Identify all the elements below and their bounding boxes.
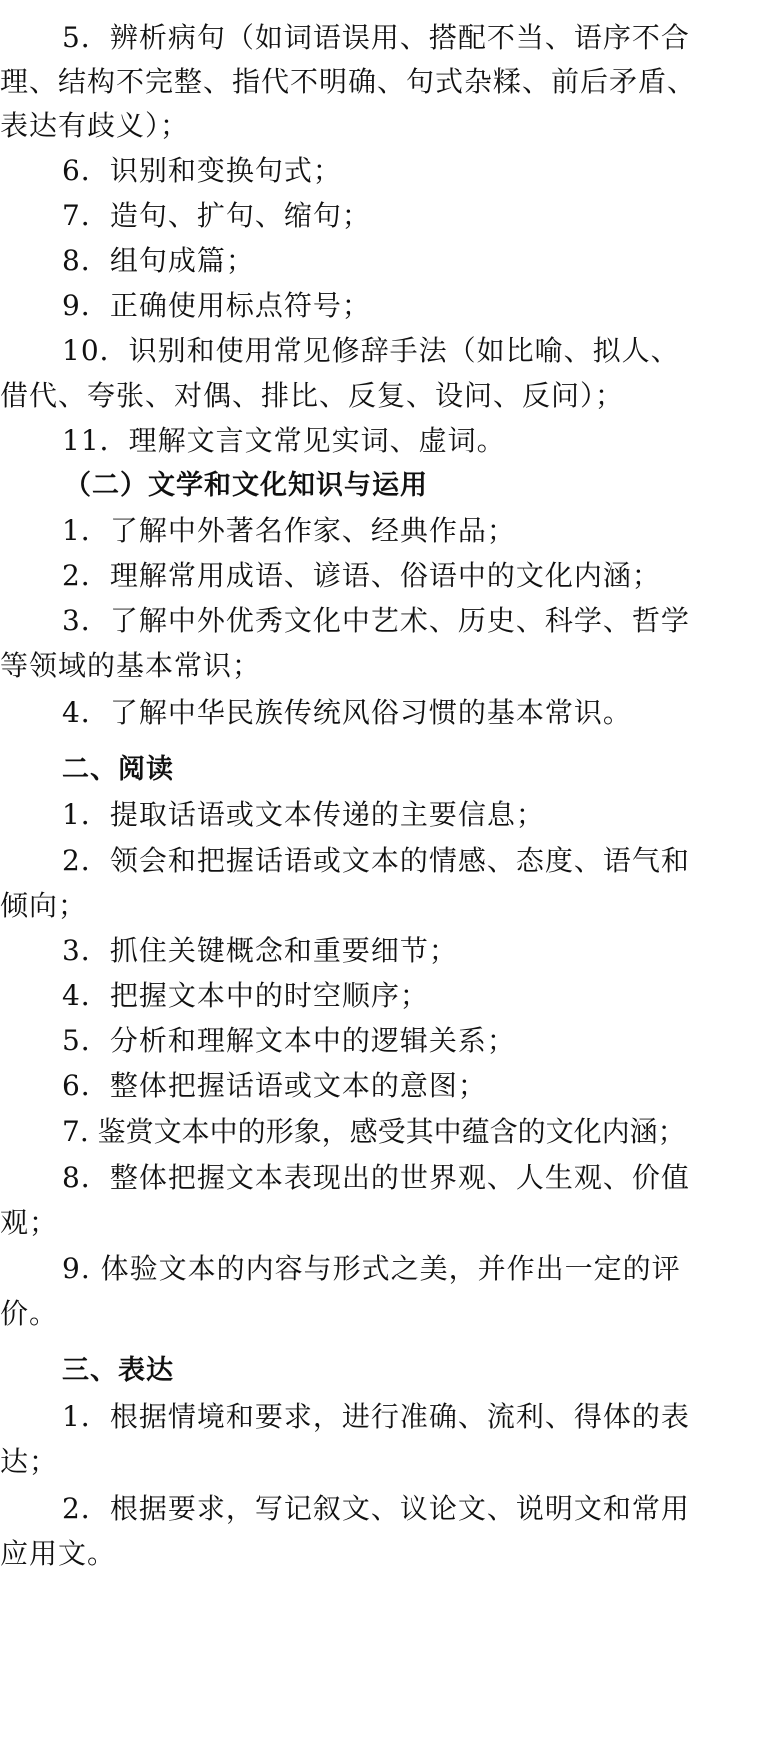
item-8: 8．组句成篇； [62, 244, 255, 277]
section-heading-literature: （二）文学和文化知识与运用 [64, 470, 428, 501]
expression-item-2-line-1: 2．根据要求，写记叙文、议论文、说明文和常用 [62, 1492, 690, 1525]
reading-item-8-line-1: 8．整体把握文本表现出的世界观、人生观、价值 [62, 1161, 690, 1194]
item-5-line-2: 理、结构不完整、指代不明确、句式杂糅、前后矛盾、 [0, 65, 697, 98]
item-5-line-1: 5．辨析病句（如词语误用、搭配不当、语序不合 [62, 21, 690, 54]
reading-item-3: 3．抓住关键概念和重要细节； [62, 934, 458, 967]
lit-item-4: 4．了解中华民族传统风俗习惯的基本常识。 [62, 696, 632, 729]
reading-item-9-line-2: 价。 [0, 1297, 59, 1330]
item-11: 11．理解文言文常见实词、虚词。 [62, 424, 506, 457]
lit-item-3-line-2: 等领域的基本常识； [0, 649, 262, 682]
lit-item-2: 2．理解常用成语、谚语、俗语中的文化内涵； [62, 559, 661, 592]
item-6: 6．识别和变换句式； [62, 154, 342, 187]
reading-item-1: 1．提取话语或文本传递的主要信息； [62, 798, 545, 831]
reading-item-5: 5．分析和理解文本中的逻辑关系； [62, 1024, 516, 1057]
lit-item-1: 1．了解中外著名作家、经典作品； [62, 514, 516, 547]
expression-item-1-line-2: 达； [0, 1445, 59, 1478]
item-9: 9．正确使用标点符号； [62, 289, 371, 322]
expression-item-1-line-1: 1．根据情境和要求，进行准确、流利、得体的表 [62, 1400, 690, 1433]
reading-item-7: 7. 鉴赏文本中的形象，感受其中蕴含的文化内涵； [62, 1115, 686, 1148]
item-7: 7．造句、扩句、缩句； [62, 199, 371, 232]
lit-item-3-line-1: 3．了解中外优秀文化中艺术、历史、科学、哲学 [62, 604, 690, 637]
section-heading-reading: 二、阅读 [62, 754, 174, 785]
item-5-line-3: 表达有歧义）； [0, 109, 190, 142]
section-heading-expression: 三、表达 [62, 1355, 174, 1386]
item-10-line-1: 10．识别和使用常见修辞手法（如比喻、拟人、 [62, 334, 680, 367]
reading-item-4: 4．把握文本中的时空顺序； [62, 979, 429, 1012]
expression-item-2-line-2: 应用文。 [0, 1537, 117, 1570]
item-10-line-2: 借代、夸张、对偶、排比、反复、设问、反问）； [0, 379, 625, 412]
reading-item-2-line-2: 倾向； [0, 889, 88, 922]
reading-item-8-line-2: 观； [0, 1206, 59, 1239]
reading-item-9-line-1: 9. 体验文本的内容与形式之美，并作出一定的评 [62, 1252, 681, 1285]
reading-item-6: 6．整体把握话语或文本的意图； [62, 1069, 487, 1102]
reading-item-2-line-1: 2．领会和把握话语或文本的情感、态度、语气和 [62, 844, 690, 877]
